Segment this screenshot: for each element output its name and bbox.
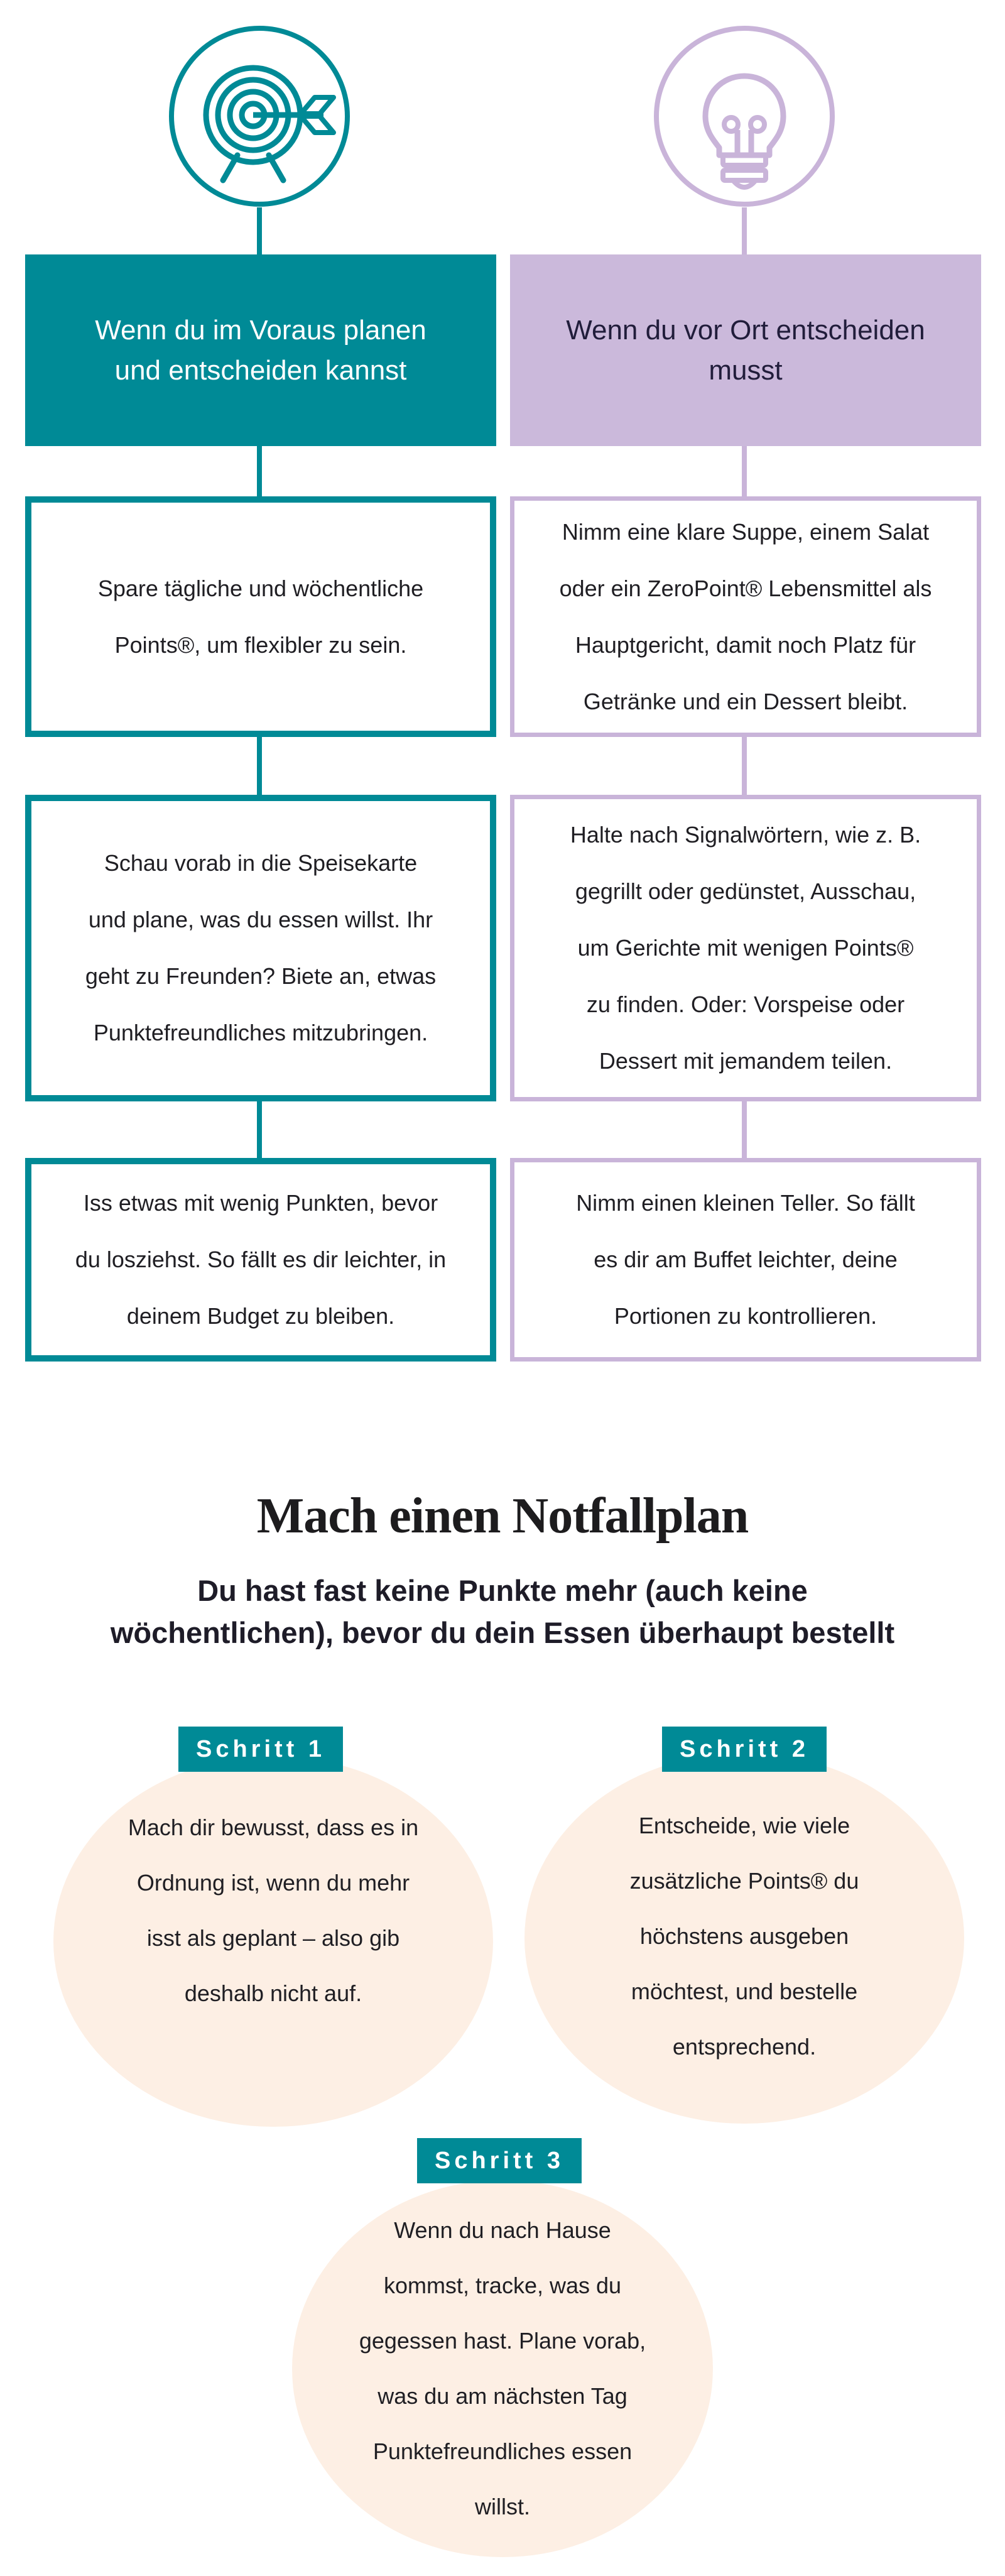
- tip-box-eat-before: [25, 1158, 496, 1362]
- tip-text-line: Schau vorab in die Speisekarte: [104, 850, 418, 876]
- step-text-line: zusätzliche Points® du: [629, 1868, 859, 1894]
- step-text-line: gegessen hast. Plane vorab,: [359, 2328, 646, 2354]
- notfallplan-subtitle: [0, 1569, 1005, 1654]
- target-icon: [165, 22, 354, 210]
- tip-text-line: und plane, was du essen willst. Ihr: [88, 907, 433, 932]
- step3-label: Schritt 3: [417, 2138, 582, 2183]
- step-text-line: was du am nächsten Tag: [378, 2383, 627, 2409]
- tip-text-line: Getränke und ein Dessert bleibt.: [583, 688, 908, 714]
- step-text-line: isst als geplant – also gib: [146, 1925, 400, 1951]
- tip-text-line: Punktefreundliches mitzubringen.: [93, 1020, 428, 1045]
- tip-text-line: Halte nach Signalwörtern, wie z. B.: [570, 822, 921, 848]
- tip-text-line: Portionen zu kontrollieren.: [614, 1303, 877, 1329]
- tip-box-small-plate: [510, 1158, 981, 1362]
- tip-box-signal-words: [510, 795, 981, 1101]
- tip-text-line: geht zu Freunden? Biete an, etwas: [85, 963, 437, 989]
- tip-text-line: Hauptgericht, damit noch Platz für: [575, 631, 916, 658]
- step-text-line: Entscheide, wie viele: [638, 1813, 850, 1838]
- header-line: und entscheiden kannst: [114, 354, 407, 386]
- notfallplan-title: Mach einen Notfallplan: [256, 1488, 749, 1544]
- step-text-line: deshalb nicht auf.: [184, 1980, 362, 2006]
- tip-text-line: Spare tägliche und wöchentliche: [97, 575, 424, 601]
- header-plan-ahead: [25, 254, 496, 446]
- tip-box-clear-soup: [510, 496, 981, 737]
- step-text-line: entsprechend.: [672, 2034, 817, 2060]
- tip-box-save-points: [25, 496, 496, 737]
- tip-text-line: du losziehst. So fällt es dir leichter, in: [75, 1247, 447, 1272]
- step1-label: Schritt 1: [178, 1727, 343, 1772]
- header-line: musst: [709, 354, 783, 386]
- tip-text-line: deinem Budget zu bleiben.: [126, 1303, 395, 1329]
- tip-text-line: zu finden. Oder: Vorspeise oder: [586, 991, 905, 1017]
- step2-label: Schritt 2: [662, 1727, 827, 1772]
- tip-text-line: gegrillt oder gedünstet, Ausschau,: [575, 878, 916, 904]
- tip-text-line: Dessert mit jemandem teilen.: [599, 1048, 893, 1074]
- tip-text-line: Nimm einen kleinen Teller. So fällt: [576, 1190, 915, 1216]
- header-decide-on-site: [510, 254, 981, 446]
- step3-circle: [292, 2180, 713, 2557]
- tip-text-line: um Gerichte mit wenigen Points®: [577, 935, 914, 961]
- step1-circle: [53, 1756, 493, 2127]
- step2-circle: [524, 1753, 964, 2124]
- tip-text-line: Iss etwas mit wenig Punkten, bevor: [83, 1190, 438, 1216]
- step-text-line: kommst, tracke, was du: [383, 2273, 622, 2298]
- step-text-line: Punktefreundliches essen: [372, 2438, 633, 2464]
- header-line: Wenn du vor Ort entscheiden: [566, 314, 925, 346]
- step-text-line: willst.: [475, 2494, 530, 2519]
- subtitle-line: wöchentlichen), bevor du dein Essen überhaupt bestellt: [110, 1616, 895, 1649]
- step-text-line: Ordnung ist, wenn du mehr: [136, 1870, 410, 1896]
- tip-box-check-menu: [25, 795, 496, 1101]
- tip-text-line: oder ein ZeroPoint® Lebensmittel als: [559, 575, 932, 601]
- step-text-line: höchstens ausgeben: [639, 1923, 849, 1949]
- tip-text-line: Points®, um flexibler zu sein.: [114, 631, 407, 658]
- subtitle-line: Du hast fast keine Punkte mehr (auch keine: [197, 1574, 808, 1607]
- step-text-line: möchtest, und bestelle: [631, 1978, 858, 2004]
- step-text-line: Wenn du nach Hause: [394, 2217, 611, 2243]
- lightbulb-icon: [650, 22, 839, 210]
- tip-text-line: es dir am Buffet leichter, deine: [594, 1247, 898, 1272]
- step-text-line: Mach dir bewusst, dass es in: [128, 1815, 419, 1840]
- tip-text-line: Nimm eine klare Suppe, einem Salat: [562, 518, 930, 545]
- header-line: Wenn du im Voraus planen: [95, 314, 426, 346]
